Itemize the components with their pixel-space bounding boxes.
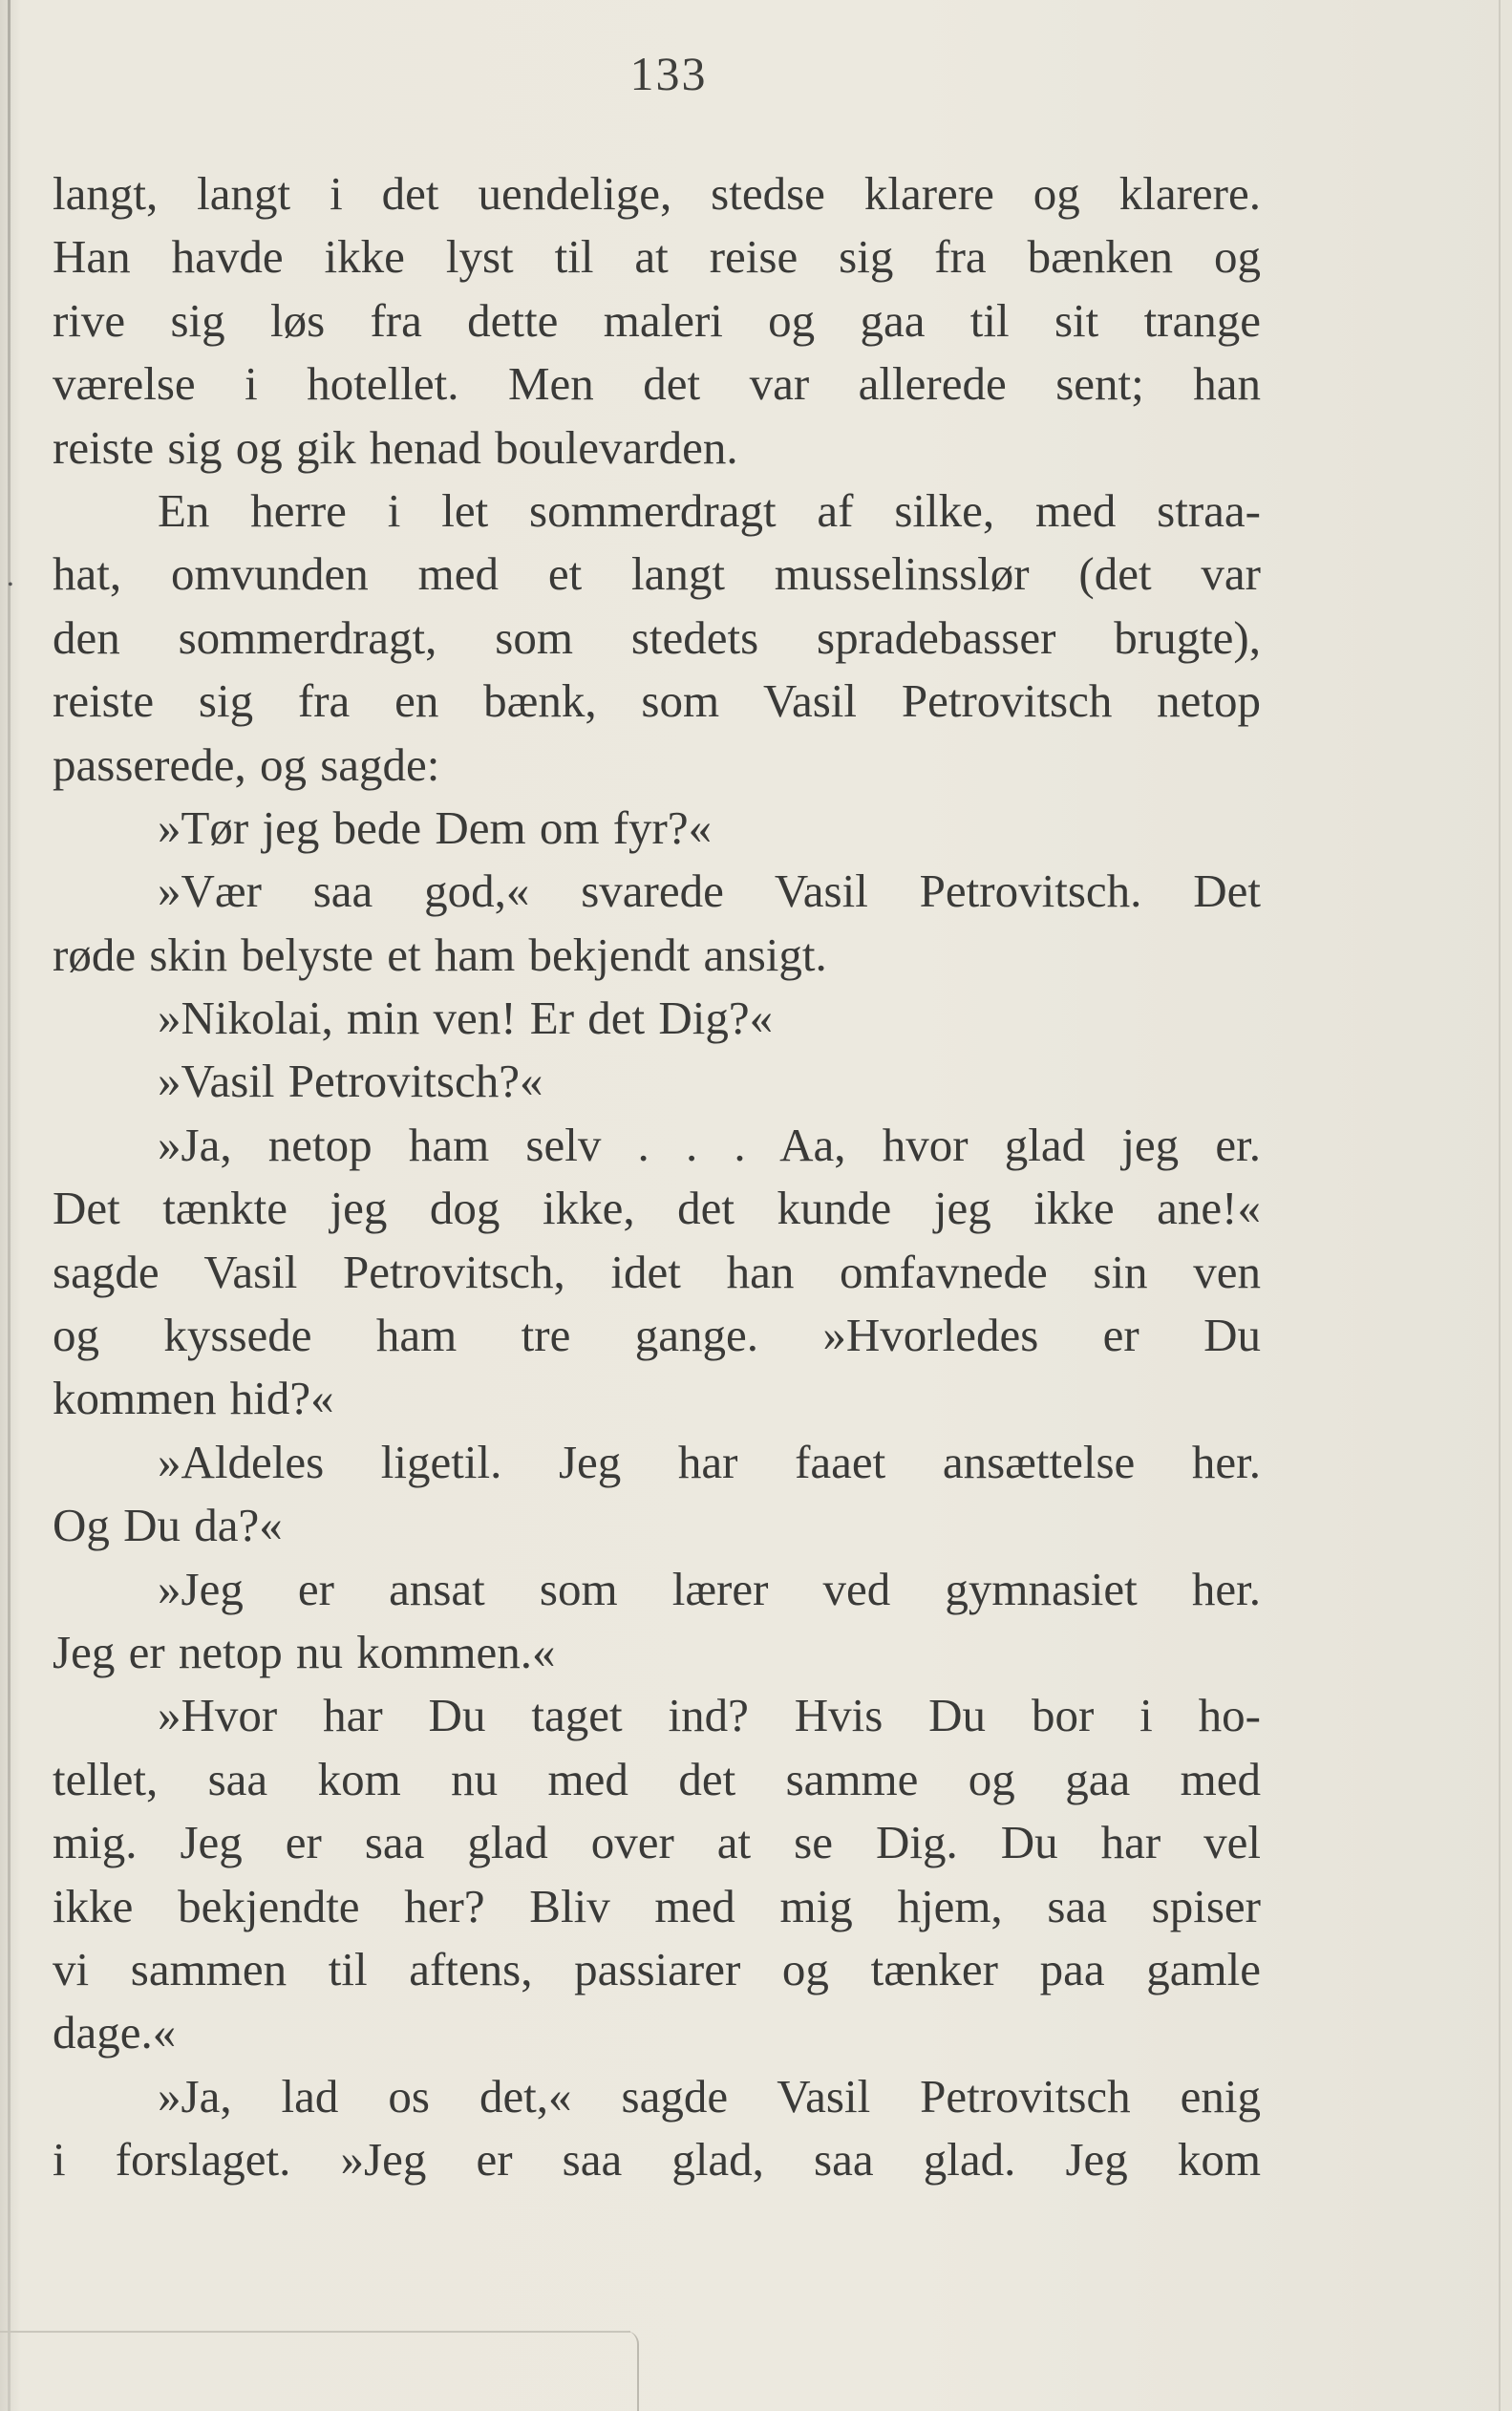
text-line: »Vasil Petrovitsch?« — [158, 1055, 543, 1108]
text-line: En herre i let sommerdragt af silke, med straa- — [158, 483, 1261, 537]
text-line: rive sig løs fra dette maleri og gaa til sit trange — [53, 293, 1261, 347]
text-line: passerede, og sagde: — [53, 737, 440, 791]
text-line: »Vær saa god,« svarede Vasil Petrovitsch. Det — [158, 864, 1261, 918]
text-line: »Tør jeg bede Dem om fyr?« — [158, 800, 713, 854]
text-line: Og Du da?« — [53, 1499, 283, 1552]
page-corner-curl — [626, 2331, 639, 2411]
text-line: den sommerdragt, som stedets spradebasser brugte), — [53, 610, 1261, 664]
text-line: hat, omvunden med et langt musselinsslør (det var — [53, 547, 1261, 601]
text-line: »Ja, netop ham selv . . . Aa, hvor glad jeg er. — [158, 1118, 1261, 1171]
text-line: mig. Jeg er saa glad over at se Dig. Du har vel — [53, 1816, 1261, 1869]
text-line: »Hvor har Du taget ind? Hvis Du bor i ho- — [158, 1689, 1261, 1742]
text-line: tellet, saa kom nu med det samme og gaa med — [53, 1752, 1261, 1805]
text-line: langt, langt i det uendelige, stedse klarere og klarere. — [53, 167, 1261, 220]
text-line: værelse i hotellet. Men det var allerede sent; han — [53, 357, 1261, 411]
page-number: 133 — [629, 47, 708, 100]
text-line: dage.« — [53, 2006, 177, 2059]
text-line: ikke bekjendte her? Bliv med mig hjem, saa spiser — [53, 1879, 1261, 1932]
text-line: i forslaget. »Jeg er saa glad, saa glad. Jeg kom — [53, 2133, 1261, 2187]
text-line: og kyssede ham tre gange. »Hvorledes er Du — [53, 1309, 1261, 1362]
text-line: »Nikolai, min ven! Er det Dig?« — [158, 992, 774, 1045]
page-bottom-fold — [0, 2331, 630, 2333]
text-line: reiste sig og gik henad boulevarden. — [53, 420, 738, 474]
text-line: »Aldeles ligetil. Jeg har faaet ansættelse her. — [158, 1435, 1261, 1488]
text-line: Han havde ikke lyst til at reise sig fra bænken og — [53, 230, 1261, 284]
page-gutter-edge — [8, 0, 11, 2411]
text-line: sagde Vasil Petrovitsch, idet han omfavnede sin ven — [53, 1245, 1261, 1298]
text-line: reiste sig fra en bænk, som Vasil Petrovitsch netop — [53, 674, 1261, 728]
text-line: røde skin belyste et ham bekjendt ansigt. — [53, 928, 827, 981]
margin-mark-icon: • — [8, 577, 13, 593]
text-line: Det tænkte jeg dog ikke, det kunde jeg ikke ane!« — [53, 1182, 1261, 1235]
page-right-edge — [1499, 0, 1501, 2411]
text-line: »Ja, lad os det,« sagde Vasil Petrovitsch enig — [158, 2069, 1261, 2123]
text-line: Jeg er netop nu kommen.« — [53, 1625, 556, 1678]
text-line: vi sammen til aftens, passiarer og tænker paa gamle — [53, 1942, 1261, 1995]
body-text — [53, 162, 1261, 2192]
text-line: »Jeg er ansat som lærer ved gymnasiet her. — [158, 1562, 1261, 1615]
text-line: kommen hid?« — [53, 1372, 334, 1425]
